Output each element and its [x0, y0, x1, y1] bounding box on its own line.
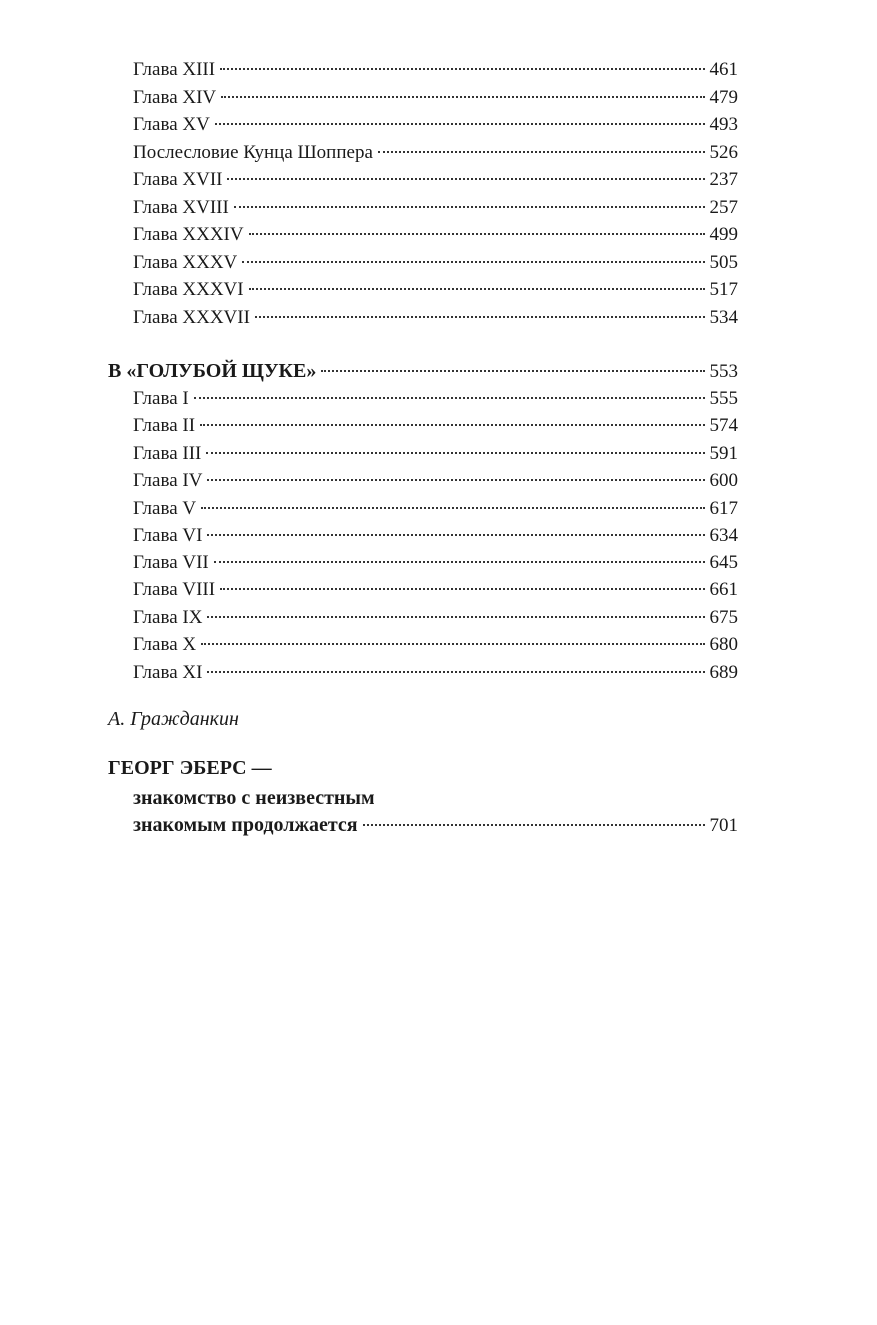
essay-title-line-3[interactable]: [133, 814, 738, 837]
toc-entry-page: 534: [709, 307, 738, 328]
toc-entry-page: 237: [709, 169, 738, 190]
toc-entry-page: 526: [709, 142, 738, 163]
toc-entry-page: 493: [709, 114, 738, 135]
toc-entry[interactable]: [133, 525, 738, 551]
toc-entry-page: 661: [709, 579, 738, 600]
dot-leader: [249, 288, 705, 290]
dot-leader: [220, 588, 704, 590]
toc-entry-label: Глава XI: [133, 662, 203, 683]
toc-entry[interactable]: [133, 415, 738, 441]
dot-leader: [201, 643, 704, 645]
toc-section-heading[interactable]: [108, 360, 738, 383]
toc-entry[interactable]: [133, 470, 738, 496]
toc-entry[interactable]: [133, 224, 738, 250]
toc-entry[interactable]: [133, 114, 738, 140]
toc-entry-label: Послесловие Кунца Шоппера: [133, 142, 373, 163]
toc-entry-page: 634: [709, 525, 738, 546]
toc-entry-page: 689: [709, 662, 738, 683]
toc-entry[interactable]: [133, 307, 738, 333]
dot-leader: [378, 151, 705, 153]
dot-leader: [200, 424, 704, 426]
toc-entry[interactable]: [133, 634, 738, 660]
toc-entry-label: Глава XV: [133, 114, 210, 135]
toc-entry-page: 555: [709, 388, 738, 409]
essay-title-text: знакомым продолжается: [133, 814, 358, 836]
dot-leader: [242, 261, 704, 263]
toc-entry[interactable]: [133, 142, 738, 168]
toc-entry-label: Глава XVIII: [133, 197, 229, 218]
dot-leader: [255, 316, 705, 318]
toc-entry[interactable]: [133, 169, 738, 195]
toc-entry-label: Глава XXXV: [133, 252, 238, 273]
toc-entry-label: Глава III: [133, 443, 202, 464]
toc-entry[interactable]: [133, 662, 738, 688]
toc-entry[interactable]: [133, 252, 738, 278]
toc-entry-page: 499: [709, 224, 738, 245]
dot-leader: [206, 452, 704, 454]
dot-leader: [201, 507, 704, 509]
dot-leader: [207, 671, 704, 673]
toc-entry[interactable]: [133, 197, 738, 223]
toc-entry-page: 600: [709, 470, 738, 491]
dot-leader: [220, 68, 704, 70]
toc-entry[interactable]: [133, 59, 738, 85]
dot-leader: [207, 534, 704, 536]
toc-entry-label: Глава XIII: [133, 59, 216, 80]
dot-leader: [249, 233, 705, 235]
toc-entry-page: 617: [709, 498, 738, 519]
dot-leader: [215, 123, 705, 125]
toc-entry-label: Глава I: [133, 388, 189, 409]
toc-entry-label: Глава VIII: [133, 579, 216, 600]
dot-leader: [207, 479, 704, 481]
toc-entry-page: 461: [709, 59, 738, 80]
dot-leader: [207, 616, 704, 618]
toc-entry[interactable]: [133, 388, 738, 414]
toc-entry[interactable]: [133, 498, 738, 524]
essay-author: А. Гражданкин: [108, 708, 239, 730]
toc-entry[interactable]: [133, 279, 738, 305]
toc-entry-label: Глава V: [133, 498, 197, 519]
toc-entry-label: Глава X: [133, 634, 197, 655]
toc-entry-page: 574: [709, 415, 738, 436]
dot-leader: [221, 96, 704, 98]
toc-entry-page: 680: [709, 634, 738, 655]
toc-entry-label: Глава XVII: [133, 169, 223, 190]
toc-entry-label: Глава XIV: [133, 87, 217, 108]
essay-title-line-2[interactable]: знакомство с неизвестным: [133, 787, 375, 809]
dot-leader: [214, 561, 705, 563]
toc-entry[interactable]: [133, 552, 738, 578]
dot-leader: [234, 206, 705, 208]
toc-entry-page: 479: [709, 87, 738, 108]
essay-page: 701: [709, 815, 738, 836]
essay-title-line-1[interactable]: ГЕОРГ ЭБЕРС —: [108, 757, 272, 779]
toc-entry-page: 517: [709, 279, 738, 300]
toc-entry-page: 591: [709, 443, 738, 464]
dot-leader: [227, 178, 704, 180]
toc-entry[interactable]: [133, 87, 738, 113]
toc-entry[interactable]: [133, 607, 738, 633]
section-title: В «ГОЛУБОЙ ЩУКЕ»: [108, 360, 317, 382]
toc-entry-label: Глава XXXIV: [133, 224, 244, 245]
toc-entry-page: 257: [709, 197, 738, 218]
toc-entry[interactable]: [133, 443, 738, 469]
toc-entry-label: Глава VI: [133, 525, 203, 546]
toc-entry-label: Глава VII: [133, 552, 209, 573]
toc-entry-page: 505: [709, 252, 738, 273]
toc-entry-label: Глава IX: [133, 607, 203, 628]
toc-entry-label: Глава IV: [133, 470, 203, 491]
toc-entry-page: 645: [709, 552, 738, 573]
toc-entry-label: Глава II: [133, 415, 196, 436]
toc-entry-label: Глава XXXVII: [133, 307, 250, 328]
toc-entry-label: Глава XXXVI: [133, 279, 244, 300]
toc-entry[interactable]: [133, 579, 738, 605]
section-page: 553: [709, 361, 738, 382]
toc-entry-page: 675: [709, 607, 738, 628]
dot-leader: [194, 397, 705, 399]
dot-leader: [363, 824, 705, 826]
dot-leader: [321, 370, 704, 372]
